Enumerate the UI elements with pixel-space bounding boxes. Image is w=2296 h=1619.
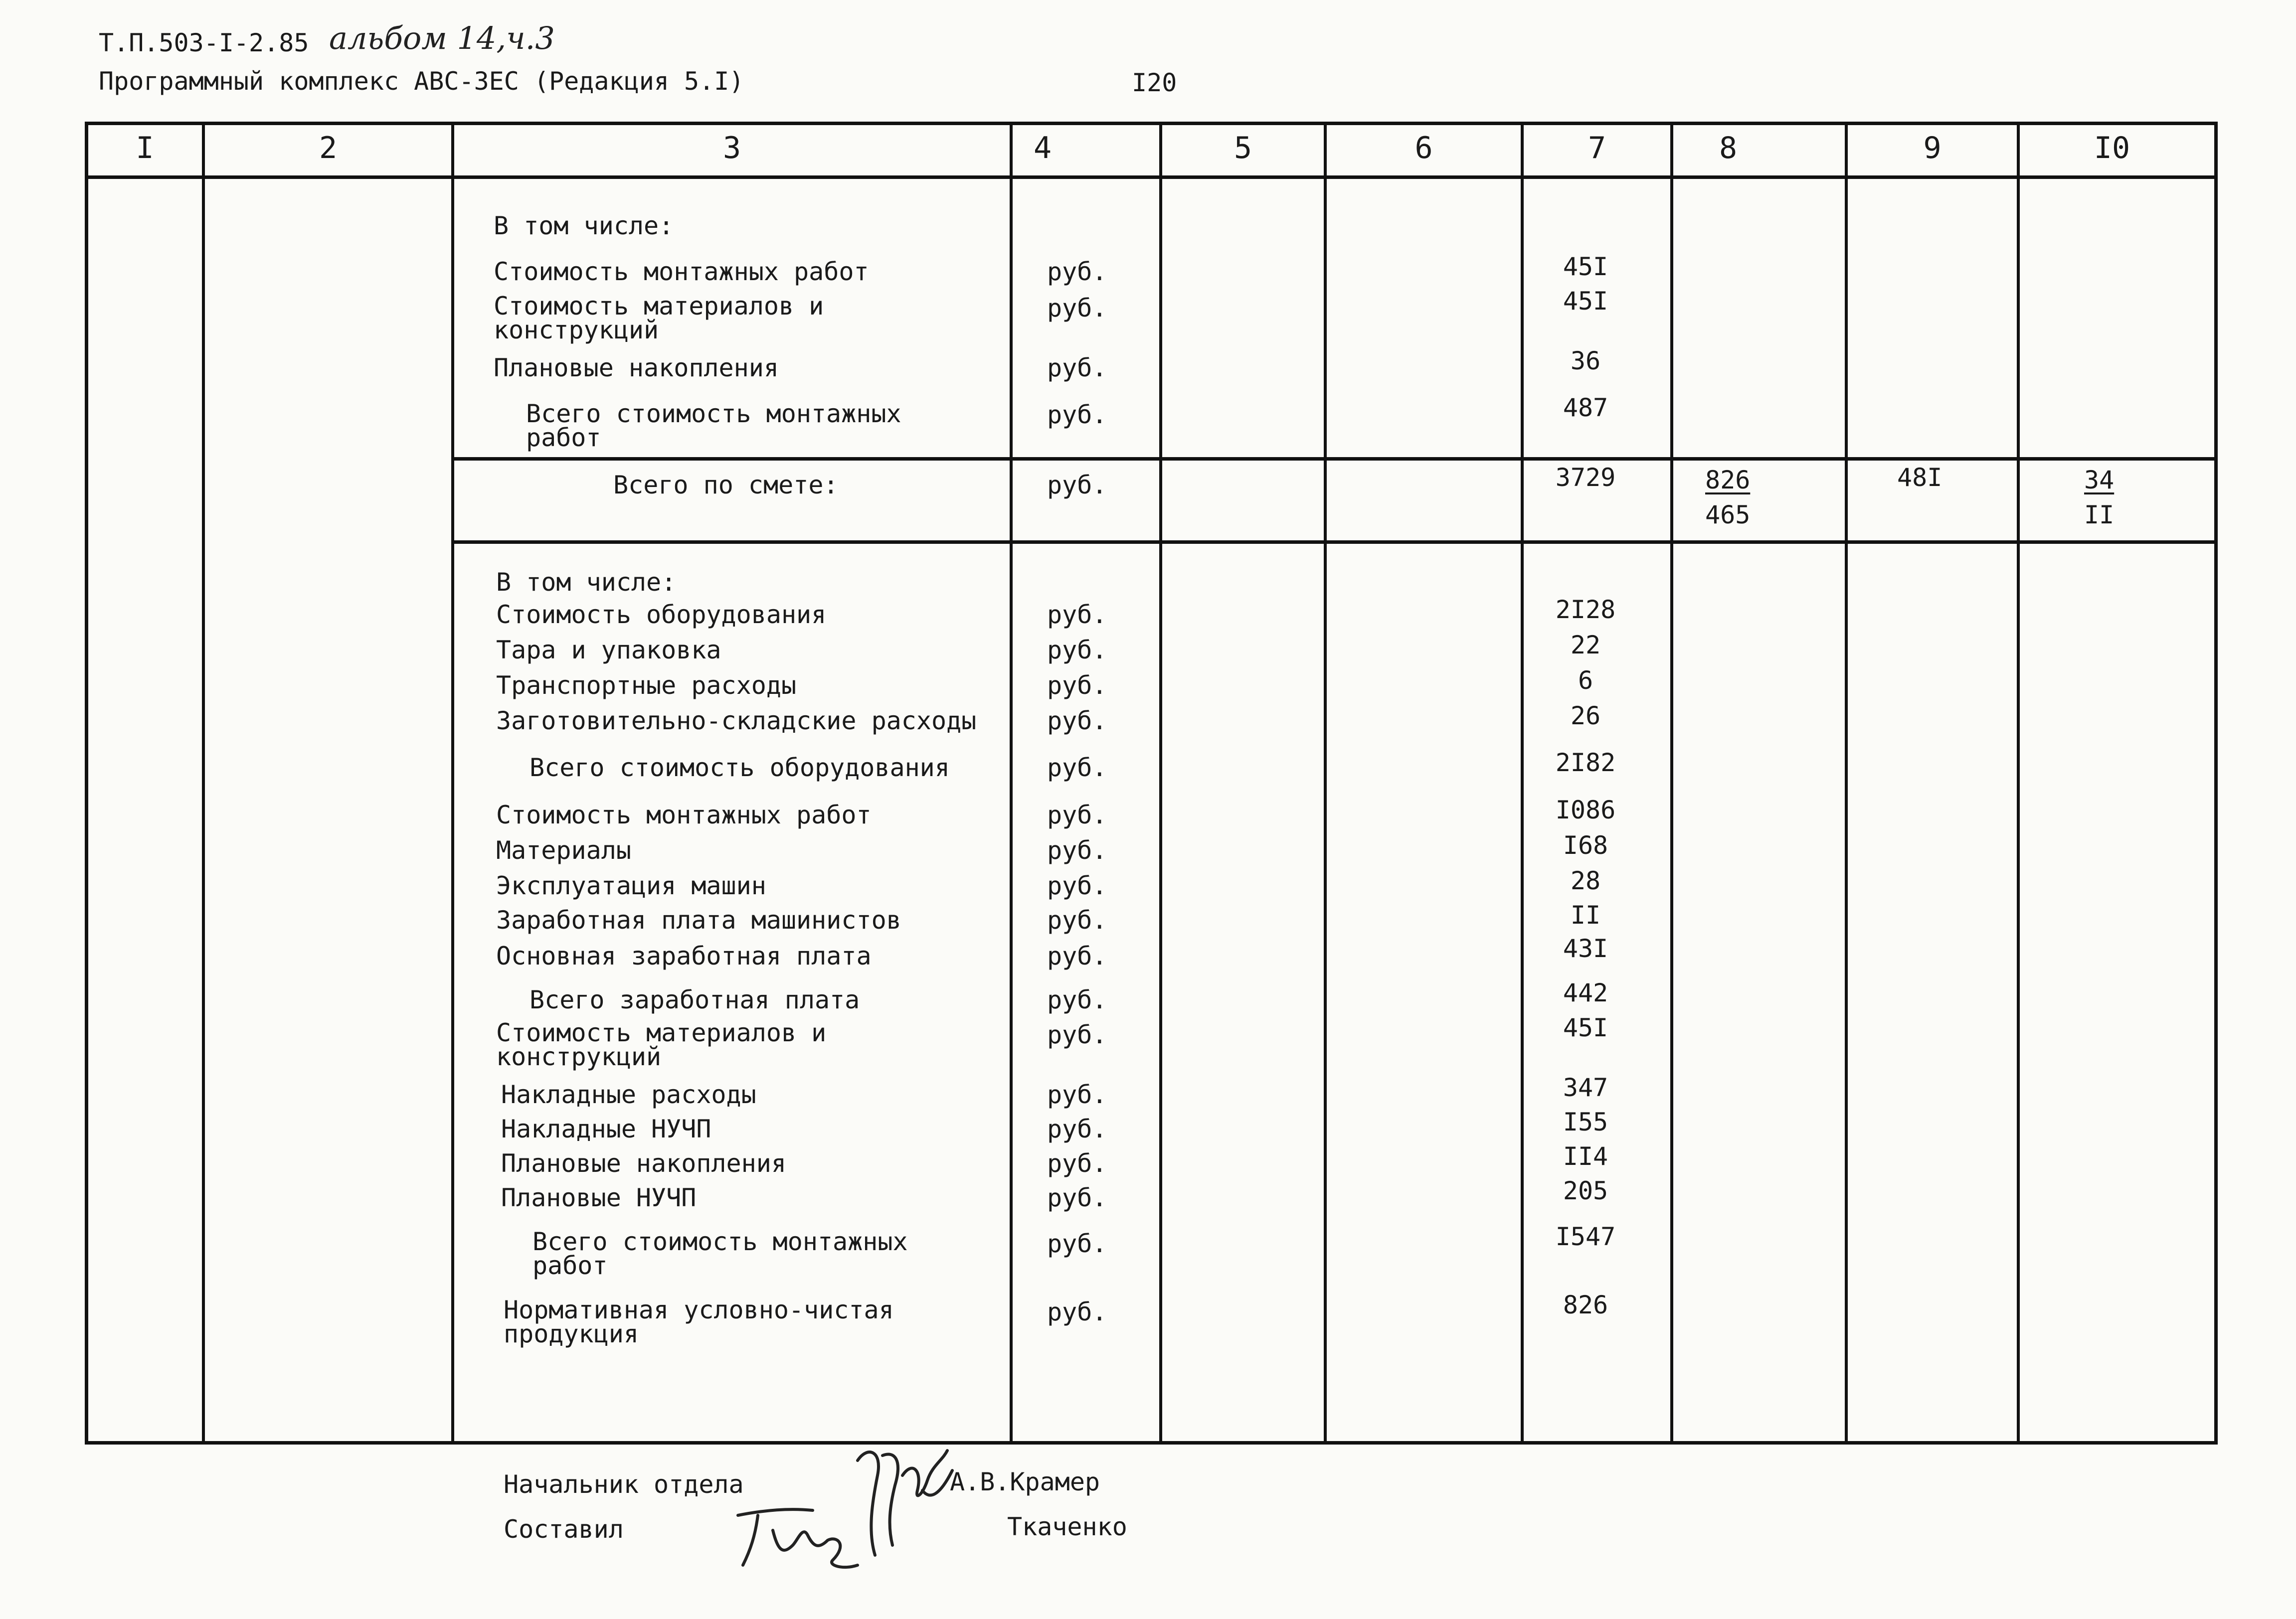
column-separator: [1670, 122, 1673, 1441]
row-name: Накладные расходы: [501, 1080, 756, 1109]
row-value-col7: 43I: [1563, 934, 1608, 963]
table-frame: [85, 122, 2218, 1445]
row-value-col7: II4: [1563, 1142, 1608, 1171]
author-signature-icon: [728, 1495, 868, 1575]
total-divider-bottom: [451, 540, 2218, 544]
total-col10-top: 34: [2084, 466, 2115, 494]
row-unit: руб.: [1047, 1297, 1107, 1326]
column-header-8: 8: [1719, 131, 1738, 165]
row-unit: руб.: [1047, 706, 1107, 735]
row-unit: руб.: [1047, 1229, 1107, 1258]
column-header-5: 5: [1234, 131, 1252, 165]
row-unit: руб.: [1047, 636, 1107, 664]
total-col8-bottom: 465: [1705, 500, 1751, 529]
column-header-1: I: [136, 131, 154, 165]
row-value-col7: 36: [1570, 346, 1601, 375]
row-unit: руб.: [1047, 1149, 1107, 1178]
row-value-col7: 26: [1570, 701, 1601, 730]
row-value-col7: I547: [1555, 1222, 1616, 1251]
row-name: Заработная плата машинистов: [496, 906, 901, 935]
row-name: Тара и упаковка: [496, 636, 721, 664]
row-unit: руб.: [1047, 871, 1107, 900]
column-separator: [1010, 122, 1013, 1441]
row-name: Стоимость оборудования: [496, 600, 827, 629]
column-header-2: 2: [319, 131, 338, 165]
row-value-col7: 45I: [1563, 252, 1608, 281]
row-value-col7: 442: [1563, 978, 1608, 1007]
row-name: Заготовительно-складские расходы: [496, 706, 977, 735]
column-header-3: 3: [722, 131, 741, 165]
row-name: Накладные НУЧП: [501, 1115, 711, 1143]
chief-name: А.В.Крамер: [950, 1467, 1100, 1496]
row-value-col7: 347: [1563, 1073, 1608, 1102]
page-number: I20: [1132, 68, 1177, 97]
row-name: Основная заработная плата: [496, 942, 872, 971]
row-value-col7: I68: [1563, 831, 1608, 860]
row-unit: руб.: [1047, 1183, 1107, 1212]
row-name: Плановые НУЧП: [501, 1183, 697, 1212]
total-col9: 48I: [1897, 463, 1943, 492]
column-header-7: 7: [1588, 131, 1606, 165]
row-value-col7: 205: [1563, 1176, 1608, 1205]
row-value-col7: I55: [1563, 1108, 1608, 1136]
row-unit: руб.: [1047, 1115, 1107, 1143]
row-unit: руб.: [1047, 836, 1107, 865]
row-name: Стоимость материалов и конструкций: [496, 1018, 827, 1071]
column-separator: [1845, 122, 1848, 1441]
row-value-col7: 487: [1563, 393, 1608, 422]
column-separator: [2017, 122, 2020, 1441]
total-col8-top: 826: [1705, 466, 1751, 494]
program-name: Программный комплекс АВС-3ЕС (Редакция 5.I): [99, 67, 744, 96]
row-unit: руб.: [1047, 671, 1107, 700]
row-name: Эксплуатация машин: [496, 871, 766, 900]
row-unit: руб.: [1047, 400, 1107, 429]
block1-heading: В том числе:: [494, 211, 674, 240]
row-name: Транспортные расходы: [496, 671, 797, 700]
row-name: Стоимость монтажных работ: [496, 801, 872, 829]
row-value-col7: 45I: [1563, 287, 1608, 316]
row-value-col7: II: [1570, 901, 1601, 930]
total-col7: 3729: [1555, 463, 1616, 492]
column-separator: [1159, 122, 1162, 1441]
column-header-4: 4: [1033, 131, 1052, 165]
row-value-col7: 826: [1563, 1291, 1608, 1319]
row-name: Всего стоимость оборудования: [530, 753, 950, 782]
row-name: Нормативная условно-чистая продукция: [504, 1295, 894, 1348]
row-unit: руб.: [1047, 906, 1107, 935]
row-unit: руб.: [1047, 1020, 1107, 1049]
row-name: Плановые накопления: [501, 1149, 786, 1178]
row-value-col7: I086: [1555, 796, 1616, 824]
row-value-col7: 28: [1570, 866, 1601, 895]
row-value-col7: 2I82: [1555, 748, 1616, 777]
row-unit: руб.: [1047, 294, 1107, 323]
column-header-10: I0: [2094, 131, 2130, 165]
row-name: Всего стоимость монтажных работ: [526, 399, 901, 452]
document-code: Т.П.503-I-2.85: [99, 28, 309, 57]
row-name: Материалы: [496, 836, 631, 865]
row-unit: руб.: [1047, 985, 1107, 1014]
row-unit: руб.: [1047, 942, 1107, 971]
total-divider-top: [451, 457, 2218, 461]
total-col10-bottom: II: [2084, 500, 2115, 529]
row-name: Стоимость монтажных работ: [494, 257, 869, 286]
row-name: Стоимость материалов и конструкций: [494, 292, 824, 344]
column-header-9: 9: [1923, 131, 1942, 165]
header-divider: [85, 175, 2218, 179]
row-name: Всего стоимость монтажных работ: [532, 1227, 908, 1280]
row-unit: руб.: [1047, 257, 1107, 286]
row-unit: руб.: [1047, 753, 1107, 782]
row-value-col7: 22: [1570, 631, 1601, 659]
row-unit: руб.: [1047, 1080, 1107, 1109]
row-value-col7: 45I: [1563, 1013, 1608, 1042]
block2-heading: В том числе:: [496, 568, 677, 597]
author-label: Составил: [504, 1515, 624, 1544]
column-separator: [202, 122, 205, 1441]
column-separator: [1521, 122, 1524, 1441]
author-name: Ткаченко: [1007, 1512, 1127, 1541]
column-separator: [451, 122, 454, 1441]
row-unit: руб.: [1047, 801, 1107, 829]
chief-label: Начальник отдела: [504, 1470, 744, 1499]
column-separator: [1324, 122, 1327, 1441]
row-value-col7: 6: [1578, 666, 1593, 695]
total-label: Всего по смете:: [613, 471, 839, 499]
column-header-6: 6: [1414, 131, 1433, 165]
row-unit: руб.: [1047, 600, 1107, 629]
album-note: альбом 14,ч.3: [329, 20, 555, 56]
row-value-col7: 2I28: [1555, 595, 1616, 624]
row-name: Плановые накопления: [494, 353, 779, 382]
row-unit: руб.: [1047, 353, 1107, 382]
row-name: Всего заработная плата: [530, 985, 860, 1014]
total-unit: руб.: [1047, 471, 1107, 499]
